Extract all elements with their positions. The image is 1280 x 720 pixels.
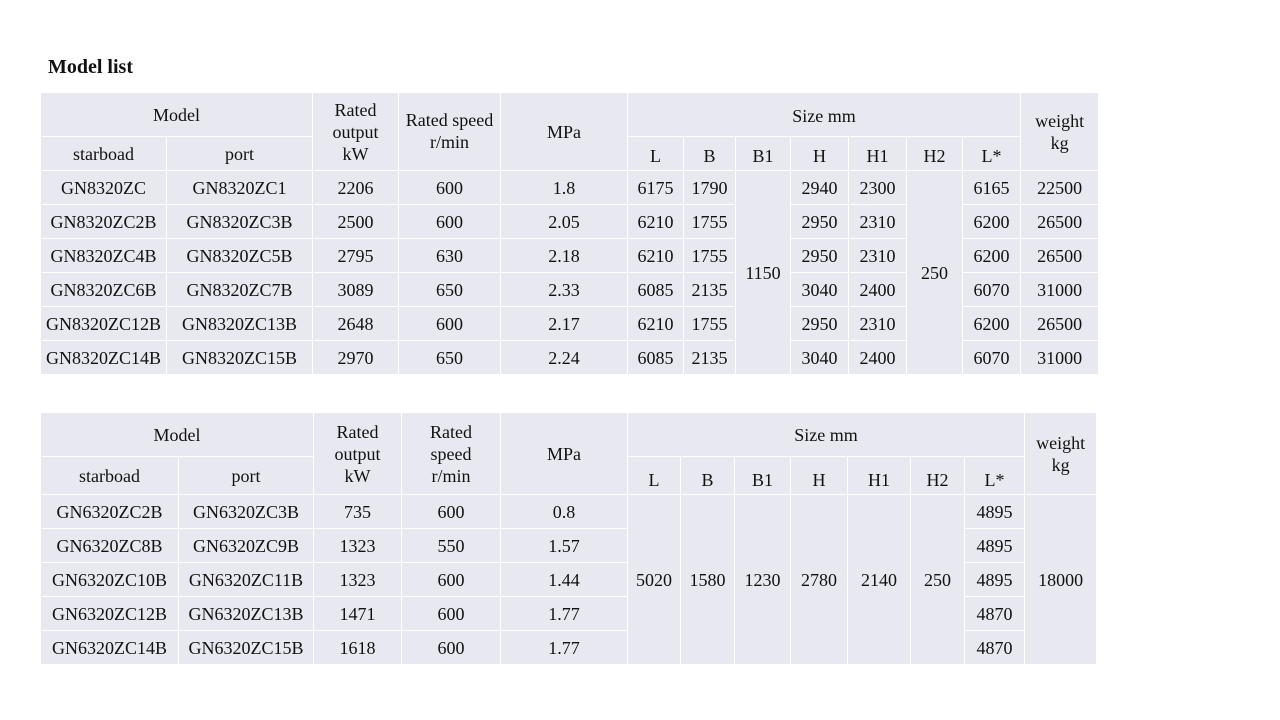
size-col-B1: B1 [735, 457, 791, 495]
Lstar-cell: 4870 [965, 597, 1025, 631]
B1-shared-cell: 1230 [735, 495, 791, 665]
output-cell: 735 [314, 495, 402, 529]
mpa-cell: 2.24 [501, 341, 628, 375]
output-cell: 1471 [314, 597, 402, 631]
size-header: Size mm [628, 93, 1021, 137]
output-cell: 2795 [313, 239, 399, 273]
port-cell: GN8320ZC15B [167, 341, 313, 375]
weight-cell: 31000 [1021, 341, 1099, 375]
port-cell: GN8320ZC7B [167, 273, 313, 307]
weight-cell: 26500 [1021, 307, 1099, 341]
speed-cell: 600 [399, 171, 501, 205]
Lstar-cell: 6070 [963, 341, 1021, 375]
rated-speed-unit: r/min [430, 132, 469, 152]
starboard-cell: GN6320ZC12B [41, 597, 179, 631]
table-row [41, 495, 1097, 529]
L-cell: 6210 [628, 205, 684, 239]
speed-cell: 600 [402, 631, 501, 665]
starboard-cell: GN6320ZC14B [41, 631, 179, 665]
starboard-cell: GN8320ZC6B [41, 273, 167, 307]
weight-cell: 26500 [1021, 239, 1099, 273]
weight-line-1: weight [1036, 433, 1086, 453]
H2-shared-cell: 250 [907, 171, 963, 375]
rated-speed-header [402, 413, 501, 495]
Lstar-cell: 6070 [963, 273, 1021, 307]
table-row [41, 171, 1099, 205]
starboard-header: starboad [41, 137, 167, 171]
rated-output-line-1: Rated [336, 421, 379, 442]
rated-speed-unit: r/min [431, 465, 471, 486]
L-cell: 6210 [628, 307, 684, 341]
size-col-H2: H2 [911, 457, 965, 495]
port-cell: GN8320ZC1 [167, 171, 313, 205]
mpa-cell: 2.17 [501, 307, 628, 341]
B-shared-cell: 1580 [681, 495, 735, 665]
port-header: port [167, 137, 313, 171]
Lstar-cell: 4870 [965, 631, 1025, 665]
speed-cell: 600 [402, 597, 501, 631]
output-cell: 2500 [313, 205, 399, 239]
L-cell: 6085 [628, 273, 684, 307]
H1-cell: 2400 [849, 341, 907, 375]
L-cell: 6175 [628, 171, 684, 205]
model-table-gn6320 [41, 413, 1097, 665]
speed-cell: 600 [399, 205, 501, 239]
port-cell: GN6320ZC3B [179, 495, 314, 529]
mpa-cell: 1.77 [501, 597, 628, 631]
starboard-cell: GN8320ZC12B [41, 307, 167, 341]
starboard-cell: GN8320ZC [41, 171, 167, 205]
rated-output-line-2: output [334, 443, 381, 464]
model-header: Model [41, 413, 314, 457]
size-col-Lstar: L* [963, 137, 1021, 171]
size-col-Lstar: L* [965, 457, 1025, 495]
speed-cell: 630 [399, 239, 501, 273]
size-col-B: B [681, 457, 735, 495]
B-cell: 1755 [684, 239, 736, 273]
speed-cell: 600 [402, 563, 501, 597]
weight-cell: 26500 [1021, 205, 1099, 239]
speed-cell: 600 [402, 495, 501, 529]
starboard-cell: GN6320ZC10B [41, 563, 179, 597]
output-cell: 2648 [313, 307, 399, 341]
port-cell: GN6320ZC9B [179, 529, 314, 563]
H1-cell: 2310 [849, 205, 907, 239]
output-cell: 1323 [314, 529, 402, 563]
Lstar-cell: 6200 [963, 307, 1021, 341]
mpa-cell: 1.8 [501, 171, 628, 205]
weight-cell: 22500 [1021, 171, 1099, 205]
size-header: Size mm [628, 413, 1025, 457]
H1-cell: 2310 [849, 307, 907, 341]
port-cell: GN6320ZC11B [179, 563, 314, 597]
B1-shared-cell: 1150 [736, 171, 791, 375]
weight-header [1025, 413, 1097, 495]
rated-output-unit: kW [342, 143, 369, 164]
H1-cell: 2400 [849, 273, 907, 307]
starboard-cell: GN6320ZC8B [41, 529, 179, 563]
rated-speed-line-1: Rated [430, 421, 472, 442]
table-header-row [41, 93, 1099, 137]
H1-shared-cell: 2140 [848, 495, 911, 665]
rated-speed-line-1: Rated speed [405, 110, 494, 130]
port-header: port [179, 457, 314, 495]
rated-output-header [313, 93, 399, 171]
speed-cell: 600 [399, 307, 501, 341]
output-cell: 1618 [314, 631, 402, 665]
size-col-H1: H1 [849, 137, 907, 171]
H1-cell: 2300 [849, 171, 907, 205]
starboard-cell: GN8320ZC4B [41, 239, 167, 273]
weight-unit: kg [1051, 455, 1070, 475]
rated-output-line-1: Rated [334, 99, 377, 120]
H-cell: 2950 [791, 239, 849, 273]
port-cell: GN6320ZC13B [179, 597, 314, 631]
mpa-cell: 2.05 [501, 205, 628, 239]
Lstar-cell: 4895 [965, 495, 1025, 529]
H-cell: 2950 [791, 205, 849, 239]
H1-cell: 2310 [849, 239, 907, 273]
output-cell: 2970 [313, 341, 399, 375]
B-cell: 2135 [684, 273, 736, 307]
mpa-cell: 2.18 [501, 239, 628, 273]
L-cell: 6085 [628, 341, 684, 375]
starboard-cell: GN8320ZC14B [41, 341, 167, 375]
B-cell: 1755 [684, 205, 736, 239]
output-cell: 2206 [313, 171, 399, 205]
output-cell: 3089 [313, 273, 399, 307]
Lstar-cell: 4895 [965, 563, 1025, 597]
H-cell: 2950 [791, 307, 849, 341]
size-col-B1: B1 [736, 137, 791, 171]
starboard-header: starboad [41, 457, 179, 495]
size-col-H2: H2 [907, 137, 963, 171]
H2-shared-cell: 250 [911, 495, 965, 665]
size-col-L: L [628, 457, 681, 495]
rated-output-header [314, 413, 402, 495]
mpa-cell: 2.33 [501, 273, 628, 307]
port-cell: GN6320ZC15B [179, 631, 314, 665]
speed-cell: 550 [402, 529, 501, 563]
Lstar-cell: 6200 [963, 239, 1021, 273]
B-cell: 1790 [684, 171, 736, 205]
starboard-cell: GN6320ZC2B [41, 495, 179, 529]
weight-unit: kg [1050, 132, 1069, 153]
H-cell: 2940 [791, 171, 849, 205]
H-shared-cell: 2780 [791, 495, 848, 665]
mpa-cell: 1.57 [501, 529, 628, 563]
Lstar-cell: 4895 [965, 529, 1025, 563]
page-title: Model list [48, 56, 133, 78]
B-cell: 2135 [684, 341, 736, 375]
size-col-H: H [791, 457, 848, 495]
L-cell: 6210 [628, 239, 684, 273]
size-col-H: H [791, 137, 849, 171]
mpa-cell: 1.77 [501, 631, 628, 665]
size-col-L: L [628, 137, 684, 171]
rated-speed-header [399, 93, 501, 171]
model-header: Model [41, 93, 313, 137]
port-cell: GN8320ZC5B [167, 239, 313, 273]
rated-speed-line-2: speed [430, 443, 472, 464]
rated-output-line-2: output [332, 121, 379, 142]
weight-header [1021, 93, 1099, 171]
size-col-B: B [684, 137, 736, 171]
rated-output-unit: kW [344, 465, 371, 486]
mpa-cell: 0.8 [501, 495, 628, 529]
mpa-header: MPa [501, 93, 628, 171]
port-cell: GN8320ZC3B [167, 205, 313, 239]
speed-cell: 650 [399, 341, 501, 375]
output-cell: 1323 [314, 563, 402, 597]
Lstar-cell: 6200 [963, 205, 1021, 239]
size-col-H1: H1 [848, 457, 911, 495]
starboard-cell: GN8320ZC2B [41, 205, 167, 239]
Lstar-cell: 6165 [963, 171, 1021, 205]
H-cell: 3040 [791, 273, 849, 307]
weight-line-1: weight [1035, 110, 1085, 131]
H-cell: 3040 [791, 341, 849, 375]
L-shared-cell: 5020 [628, 495, 681, 665]
weight-shared-cell: 18000 [1025, 495, 1097, 665]
table-header-row [41, 413, 1097, 457]
B-cell: 1755 [684, 307, 736, 341]
mpa-cell: 1.44 [501, 563, 628, 597]
speed-cell: 650 [399, 273, 501, 307]
weight-cell: 31000 [1021, 273, 1099, 307]
port-cell: GN8320ZC13B [167, 307, 313, 341]
model-table-gn8320 [41, 93, 1099, 375]
mpa-header: MPa [501, 413, 628, 495]
